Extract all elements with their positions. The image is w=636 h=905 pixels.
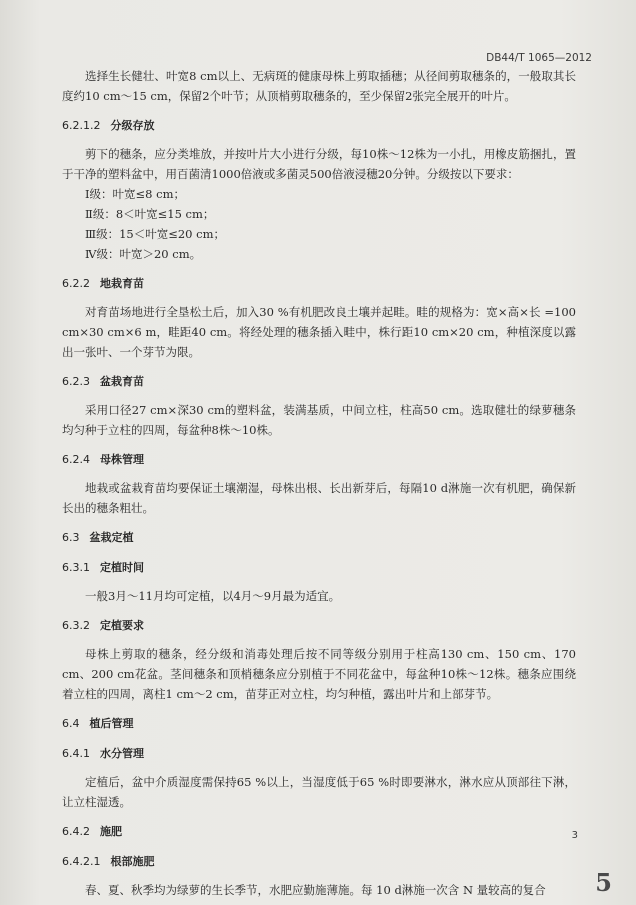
grade-level-3: Ⅲ级：15＜叶宽≤20 cm； [85,227,225,241]
heading-6-2-2 [62,274,576,294]
document-code: DB44/T 1065—2012 [486,52,592,64]
paragraph-root-fertilizing: 春、夏、秋季均为绿萝的生长季节，水肥应勤施薄施。每 10 d淋施一次含 N 量较高的复合 [85,883,546,897]
heading-number: 6.2.4 [62,453,90,466]
heading-title: 水分管理 [100,747,144,760]
heading-6-2-1-2 [62,116,576,136]
document-body [62,66,576,900]
heading-number: 6.4.1 [62,747,90,760]
page-number: 3 [571,830,578,841]
heading-number: 6.3.1 [62,561,90,574]
heading-title: 根部施肥 [110,855,155,868]
heading-6-4-2 [62,822,576,842]
heading-6-3 [62,528,576,548]
heading-number: 6.3.2 [62,619,90,632]
heading-number: 6.2.3 [62,375,90,388]
heading-6-4-1 [62,744,576,764]
heading-title: 植后管理 [89,717,134,730]
handwritten-page-number: 5 [595,868,612,897]
paragraph-ground-nursery: 对育苗场地进行全垦松土后，加入30 %有机肥改良土壤并起畦。畦的规格为：宽×高×长 =100 cm×30 cm×6 m，畦距40 cm。将经处理的穗条插入畦中，株行距10 cm×20 cm，种植深度以露出一张叶、一个芽节为限。 [62,305,576,359]
paragraph-cutting-selection: 选择生长健壮、叶宽8 cm以上、无病斑的健康母株上剪取插穗；从径间剪取穗条的，一般取其长度约10 cm～15 cm，保留2个叶节；从顶梢剪取穗条的，至少保留2张完全展开的叶片。 [62,69,576,103]
heading-number: 6.4 [62,717,80,730]
heading-title: 定植时间 [100,561,144,574]
paragraph-planting-requirements: 母株上剪取的穗条，经分级和消毒处理后按不同等级分别用于柱高130 cm、150 cm、170 cm、200 cm花盆。茎间穗条和顶梢穗条应分别植于不同花盆中，每盆种10株～12株。穗条应围绕着立柱的四周，离柱1 cm～2 cm，苗芽正对立柱，均匀种植，露出叶片和上部芽节。 [62,647,576,701]
paragraph-mother-plant: 地栽或盆栽育苗均要保证土壤潮湿，母株出根、长出新芽后，每隔10 d淋施一次有机肥，确保新长出的穗条粗壮。 [62,481,576,515]
grade-level-1: Ⅰ级：叶宽≤8 cm； [85,187,185,201]
heading-title: 盆栽育苗 [100,375,144,388]
heading-6-2-3 [62,372,576,392]
heading-title: 分级存放 [110,119,155,132]
heading-6-2-4 [62,450,576,470]
heading-title: 盆栽定植 [89,531,134,544]
heading-6-4 [62,714,576,734]
heading-number: 6.2.2 [62,277,90,290]
heading-6-3-1 [62,558,576,578]
heading-title: 地栽育苗 [100,277,144,290]
paragraph-water-management: 定植后，盆中介质湿度需保持65 %以上，当湿度低于65 %时即要淋水，淋水应从顶部往下淋，让立柱湿透。 [62,775,576,809]
heading-number: 6.2.1.2 [62,119,101,132]
heading-title: 定植要求 [100,619,144,632]
heading-6-3-2 [62,616,576,636]
paragraph-grading-storage: 剪下的穗条，应分类堆放，并按叶片大小进行分级，每10株～12株为一小扎，用橡皮筋捆扎，置于干净的塑料盆中，用百菌清1000倍液或多菌灵500倍液浸穗20分钟。分级按以下要求： [62,147,576,181]
grade-level-4: Ⅳ级：叶宽＞20 cm。 [85,247,202,261]
heading-title: 施肥 [100,825,122,838]
heading-number: 6.3 [62,531,80,544]
heading-number: 6.4.2.1 [62,855,101,868]
grade-level-2: Ⅱ级：8＜叶宽≤15 cm； [85,207,215,221]
paragraph-pot-nursery: 采用口径27 cm×深30 cm的塑料盆，装满基质，中间立柱，柱高50 cm。选取健壮的绿萝穗条均匀种于立柱的四周，每盆种8株～10株。 [62,403,576,437]
paragraph-planting-time: 一般3月～11月均可定植，以4月～9月最为适宜。 [85,589,341,603]
heading-title: 母株管理 [100,453,144,466]
heading-number: 6.4.2 [62,825,90,838]
heading-6-4-2-1 [62,852,576,872]
